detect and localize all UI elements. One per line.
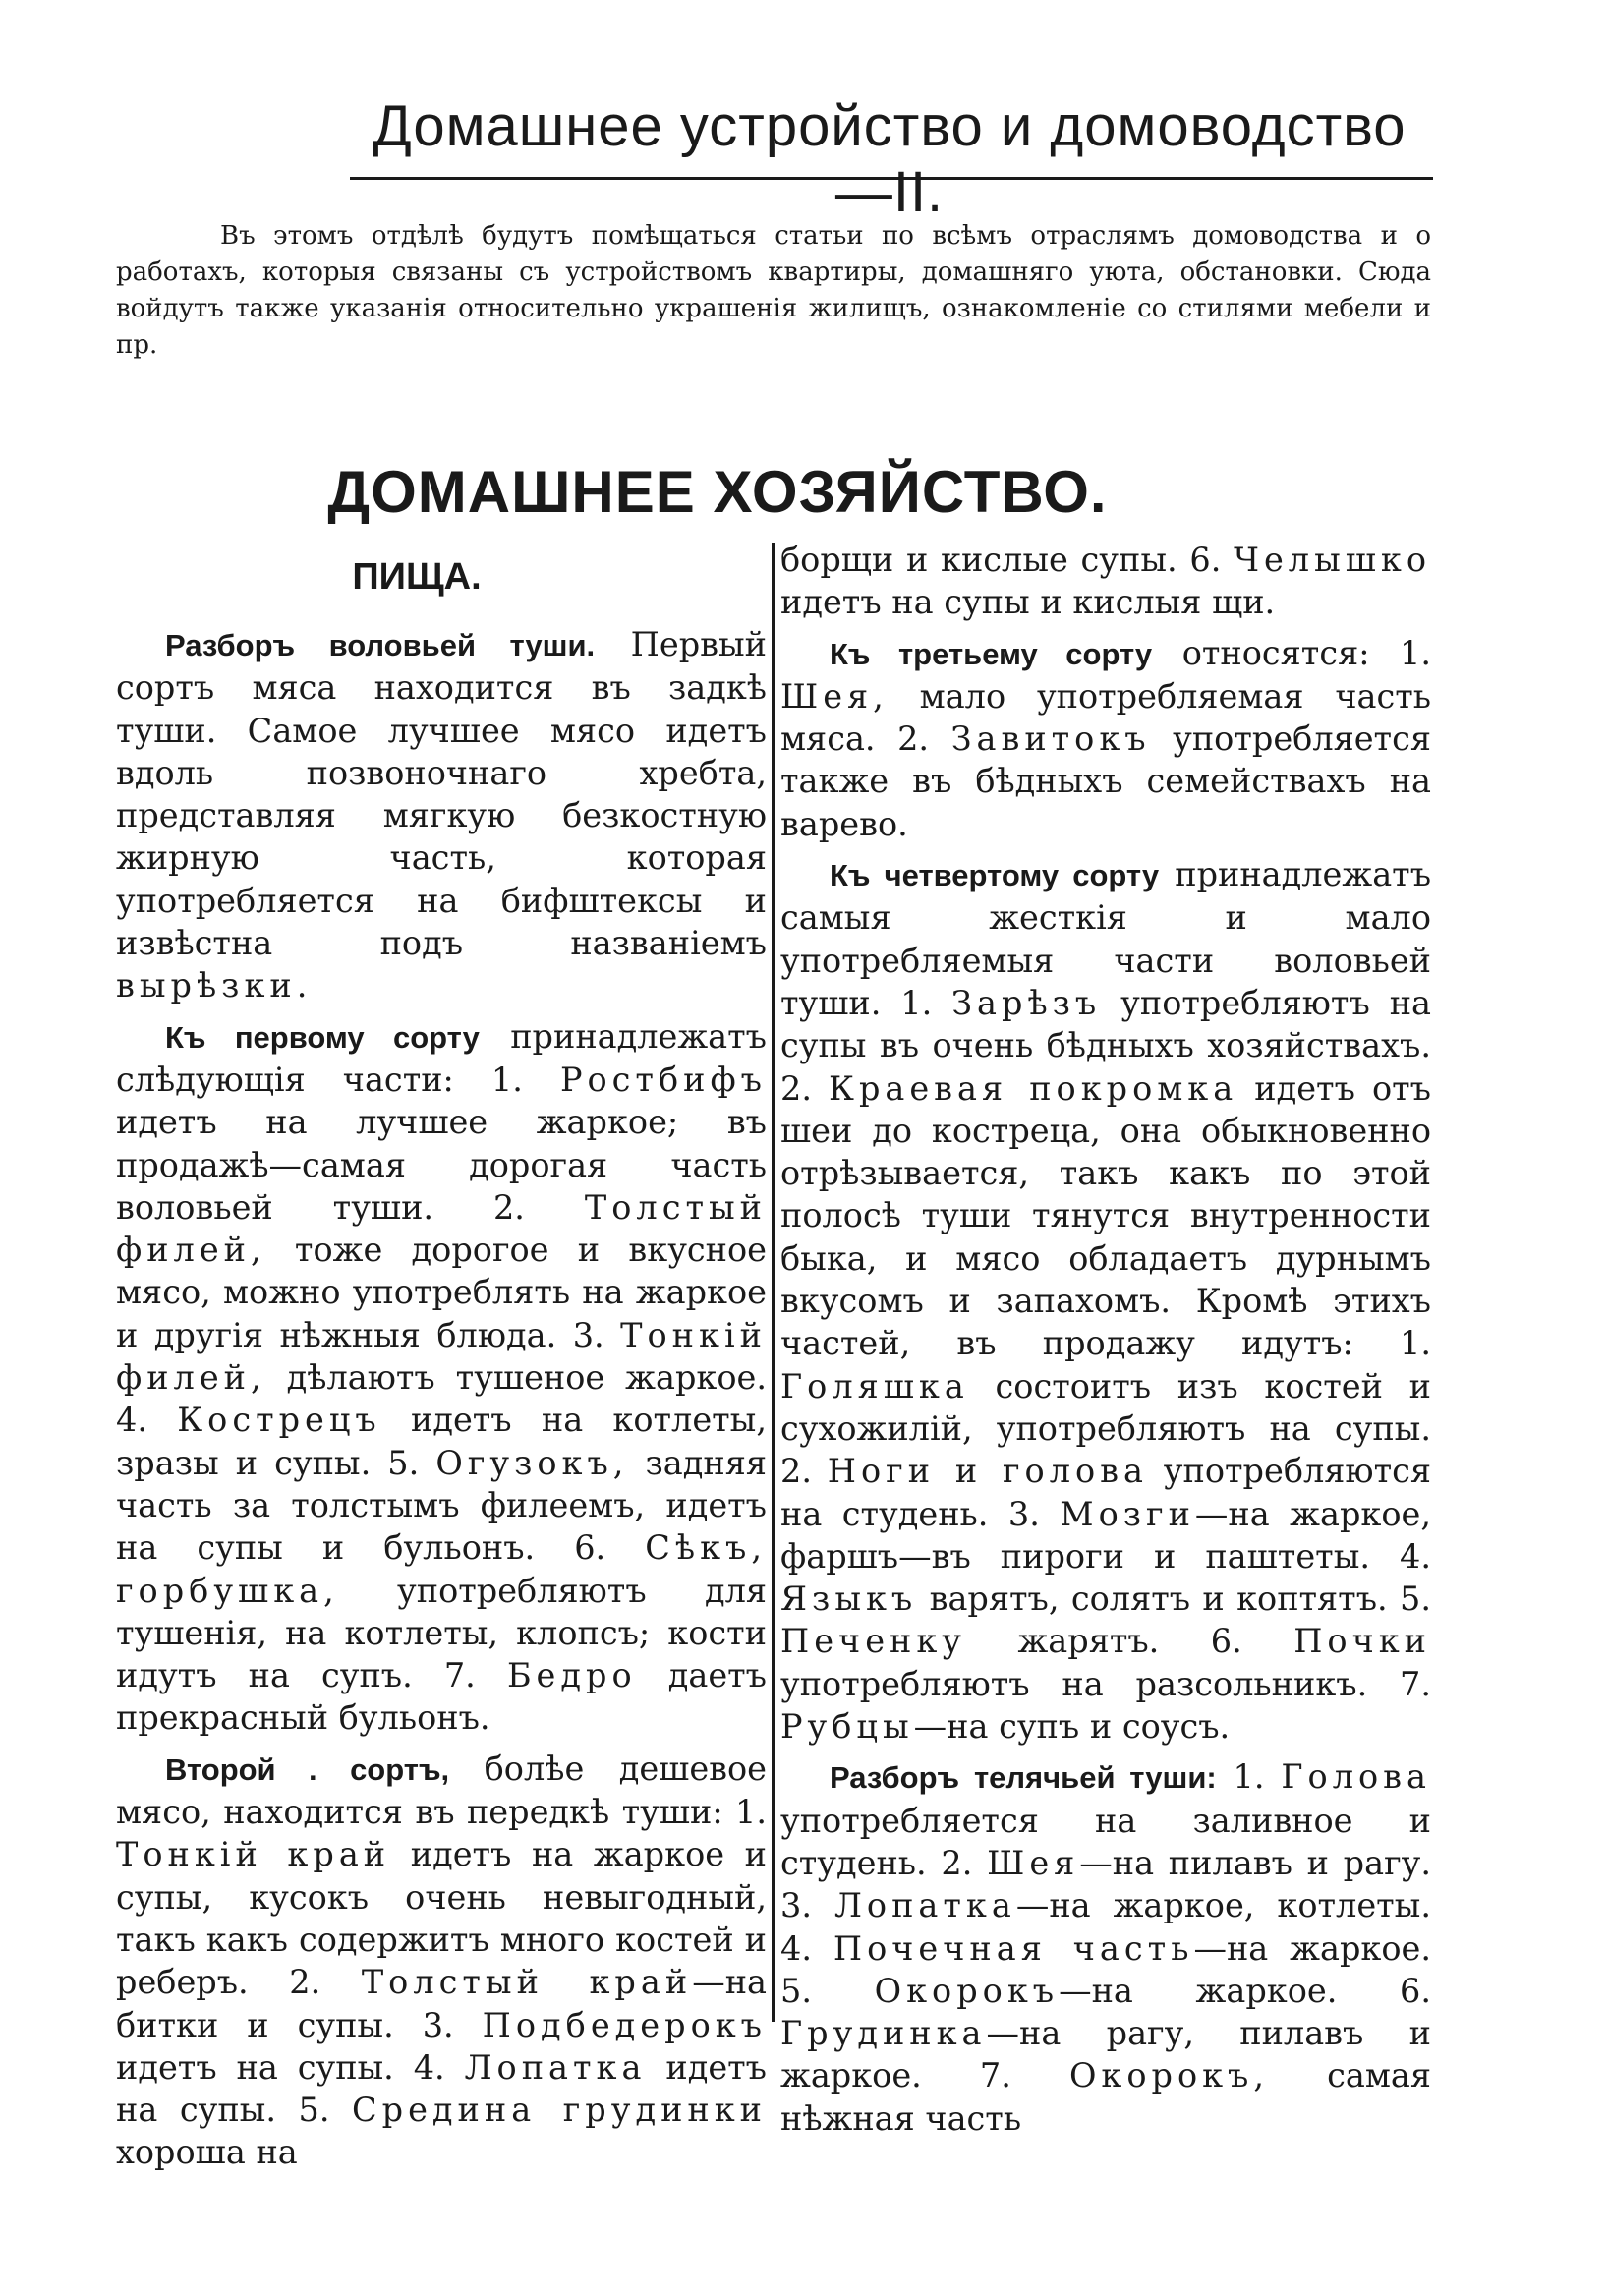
paragraph-text: —на жаркое, фаршъ—въ пироги и паштеты. 4.: [780, 1494, 1431, 1576]
spaced-term: Лопатка: [833, 1886, 1016, 1925]
spaced-term: Лопатка: [464, 2047, 647, 2087]
spaced-term: Шея: [987, 1843, 1080, 1882]
right-column: [780, 539, 1431, 2148]
spaced-term: Почки: [1293, 1622, 1431, 1661]
spaced-term: Языкъ: [780, 1579, 918, 1619]
paragraph-heading: Къ четвертому сорту: [830, 858, 1160, 893]
spaced-term: Почечная часть: [833, 1928, 1194, 1968]
column-divider: [772, 543, 775, 2022]
paragraph-text: —на жаркое. 6.: [1059, 1971, 1431, 2010]
paragraph-heading: Разборъ воловьей туши.: [165, 628, 596, 662]
paragraph-text: употребляютъ на супы въ очень бѣдныхъ хозяйствахъ. 2.: [780, 983, 1431, 1108]
spaced-term: Окорокъ,: [1068, 2056, 1270, 2095]
paragraph-heading: Разборъ телячьей туши:: [830, 1760, 1217, 1796]
spaced-term: Подбедерокъ: [482, 2005, 767, 2044]
paragraph-text: хороша на: [116, 2133, 298, 2172]
paragraph-text: употребляется на заливное и студень. 2.: [780, 1801, 1431, 1882]
paragraph-text: —на жаркое. 5.: [780, 1928, 1431, 2010]
paragraph-first-grade: [116, 1015, 767, 1740]
running-head: Домашнее устройство и домоводство—II.: [373, 94, 1407, 224]
paragraph-text: —на рагу, пилавъ и жаркое. 7.: [780, 2014, 1431, 2095]
spaced-term: Рубцы: [780, 1707, 914, 1747]
paragraph-second-grade: [116, 1748, 767, 2174]
paragraph-text: употребляются на студень. 3.: [780, 1452, 1431, 1533]
paragraph-text: идетъ на супы и кислыя щи.: [780, 583, 1276, 622]
spaced-term: Шея,: [780, 676, 889, 716]
spaced-term: Огузокъ,: [435, 1443, 629, 1482]
spaced-term: Краевая покромка: [829, 1068, 1238, 1108]
paragraph-text: 1.: [1216, 1757, 1282, 1797]
spaced-term: Толстый край: [361, 1963, 693, 2002]
header-rule: [350, 177, 1433, 180]
paragraph-text: самая нѣжная часть: [780, 2056, 1432, 2138]
paragraph-text: —на пилавъ и рагу. 3.: [780, 1843, 1431, 1925]
paragraph-text: идетъ на супы. 4.: [116, 2047, 465, 2087]
spaced-term: Грудинка: [780, 2014, 987, 2053]
paragraph-text: задняя часть за толстымъ филеемъ, идетъ на супы и бульонъ. 6.: [116, 1443, 767, 1568]
paragraph-text: принадлежатъ самыя жесткія и мало употребляемыя части воловьей туши. 1.: [780, 855, 1432, 1022]
spaced-term: Ноги и голова: [827, 1452, 1148, 1491]
paragraph-text: жарятъ. 6.: [966, 1622, 1294, 1661]
paragraph-text: Первый сортъ мяса находится въ задкѣ туши. Самое лучшее мясо идетъ вдоль позвоночнаго хребта, представляя мягкую безкостную жирную часть, которая употребляется на бифштексы и извѣстна подъ названіемъ: [116, 625, 767, 963]
section-title: ДОМАШНЕЕ ХОЗЯЙСТВО.: [327, 459, 1108, 525]
spaced-term: Голяшка: [780, 1366, 969, 1406]
spaced-term: Средина грудинки: [352, 2091, 767, 2130]
spaced-term: Толстый филей,: [116, 1187, 767, 1270]
spaced-term: Голова: [1281, 1757, 1431, 1797]
paragraph-text: идетъ на супы. 5.: [116, 2047, 767, 2130]
left-column: [116, 539, 767, 2182]
paragraph-text: употребляютъ для тушенія, на котлеты, клопсъ; кости идутъ на супъ. 7.: [116, 1571, 767, 1695]
spaced-term: Завитокъ: [950, 719, 1151, 759]
paragraph-text: —на супъ и соусъ.: [913, 1707, 1231, 1747]
paragraph-text: принадлежатъ слѣдующія части: 1.: [116, 1016, 767, 1099]
spaced-term: вырѣзки.: [116, 966, 313, 1005]
paragraph-text: даетъ прекрасный бульонъ.: [116, 1656, 767, 1738]
paragraph-fourth-grade: [780, 853, 1431, 1748]
paragraph-text: дѣлаютъ тушеное жаркое. 4.: [116, 1358, 767, 1440]
spaced-term: Кострецъ: [177, 1401, 381, 1440]
paragraph-third-grade: [780, 632, 1431, 845]
paragraph-continued: [780, 539, 1431, 624]
paragraph-text: борщи и кислые супы. 6.: [780, 541, 1235, 579]
paragraph-heading: Къ третьему сорту: [830, 636, 1153, 671]
spaced-term: Печенку: [780, 1622, 966, 1661]
paragraph-veal-carcass: [780, 1755, 1431, 2140]
spaced-term: Ростбифъ: [559, 1060, 767, 1099]
paragraph-text: состоитъ изъ костей и сухожилій, употребляютъ на супы. 2.: [780, 1366, 1431, 1491]
spaced-term: Бедро: [506, 1656, 637, 1695]
spaced-term: Челышко: [1234, 541, 1431, 579]
spaced-term: Сѣкъ, горбушка,: [116, 1528, 767, 1610]
paragraph-text: —на битки и супы. 3.: [116, 1963, 767, 2044]
paragraph-text: —на жаркое, котлеты. 4.: [780, 1886, 1431, 1968]
paragraph-text: относятся: 1.: [1152, 633, 1431, 672]
paragraph-text: идетъ на лучшее жаркое; въ продажѣ—самая дорогая часть воловьей туши. 2.: [116, 1103, 767, 1227]
paragraph-text: употребляется также въ бѣдныхъ семействахъ на варево.: [780, 719, 1431, 843]
section-intro: Въ этомъ отдѣлѣ будутъ помѣщаться статьи по всѣмъ отраслямъ домоводства и о работахъ, которыя связаны съ устройствомъ квартиры, домашняго уюта, обстановки. Сюда войдутъ также указанія относительно украшенія жилищъ, ознакомленіе со стилями мебели и пр.: [116, 221, 1431, 360]
paragraph-text: болѣе дешевое мясо, находится въ передкѣ туши: 1.: [116, 1749, 767, 1832]
paragraph-text: варятъ, солятъ и коптятъ. 5.: [917, 1579, 1431, 1619]
paragraph-text: идетъ на котлеты, зразы и супы. 5.: [116, 1401, 767, 1482]
paragraph-beef-carcass: [116, 623, 767, 1007]
spaced-term: Мозги: [1060, 1494, 1195, 1533]
paragraph-text: мало употребляемая часть мяса. 2.: [780, 676, 1431, 759]
paragraph-heading: Къ первому сорту: [165, 1019, 480, 1055]
subsection-title: ПИЩА.: [352, 556, 482, 598]
spaced-term: Тонкій филей,: [116, 1315, 767, 1398]
paragraph-text: идетъ отъ шеи до костреца, она обыкновенно отрѣзывается, такъ какъ по этой полосѣ туши тянутся внутренности быка, и мясо обладаетъ дурнымъ вкусомъ и запахомъ. Кромѣ этихъ частей, въ продажу идутъ: 1.: [780, 1068, 1431, 1363]
paragraph-text: тоже дорогое и вкусное мясо, можно употреблять на жаркое и другія нѣжныя блюда. 3.: [116, 1231, 767, 1354]
paragraph-heading: Второй . сортъ,: [165, 1751, 450, 1787]
paragraph-text: идетъ на жаркое и супы, кусокъ очень невыгодный, такъ какъ содержитъ много костей и реберъ. 2.: [116, 1835, 768, 2002]
spaced-term: Зарѣзъ: [951, 983, 1102, 1022]
spaced-term: Тонкій край: [116, 1835, 391, 1874]
spaced-term: Окорокъ: [874, 1971, 1060, 2010]
paragraph-text: употребляютъ на разсольникъ. 7.: [780, 1664, 1431, 1703]
